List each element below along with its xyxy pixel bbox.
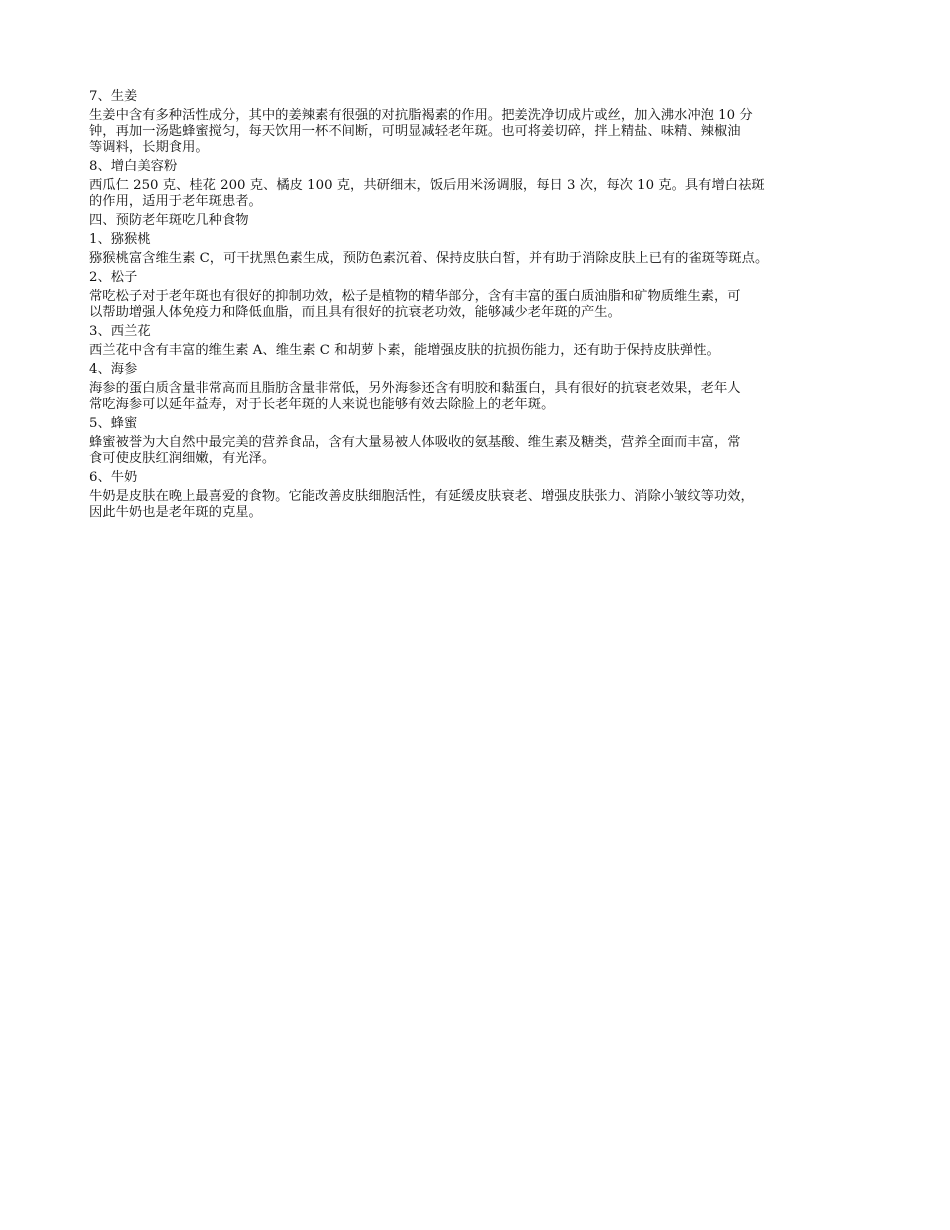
section-paragraph	[89, 489, 879, 521]
paragraph-line: 蜂蜜被誉为大自然中最完美的营养食品，含有大量易被人体吸收的氨基酸、维生素及糖类，营养全面而丰富，常	[89, 435, 741, 450]
section-paragraph	[89, 343, 879, 359]
paragraph-line: 等调料，长期食用。	[89, 140, 209, 155]
section-paragraph	[89, 178, 879, 210]
section-heading: 7、生姜	[89, 89, 138, 104]
section-heading: 5、蜂蜜	[89, 416, 138, 431]
section-pine-nuts	[89, 270, 879, 321]
section-milk	[89, 470, 879, 521]
paragraph-line: 以帮助增强人体免疫力和降低血脂，而且具有很好的抗衰老功效，能够减少老年斑的产生。	[89, 305, 621, 320]
chapter-heading: 四、预防老年斑吃几种食物	[89, 213, 249, 228]
paragraph-line: 钟，再加一汤匙蜂蜜搅匀，每天饮用一杯不间断，可明显减轻老年斑。也可将姜切碎，拌上精盐、味精、辣椒油	[89, 124, 741, 139]
section-heading: 2、松子	[89, 270, 138, 285]
section-broccoli	[89, 324, 879, 359]
paragraph-line: 常吃海参可以延年益寿，对于长老年斑的人来说也能够有效去除脸上的老年斑。	[89, 397, 555, 412]
section-paragraph	[89, 251, 879, 267]
paragraph-line: 食可使皮肤红润细嫩，有光泽。	[89, 451, 276, 466]
section-paragraph	[89, 381, 879, 413]
section-honey	[89, 416, 879, 467]
paragraph-line: 的作用，适用于老年斑患者。	[89, 194, 262, 209]
document-page	[89, 89, 879, 524]
section-heading: 1、猕猴桃	[89, 232, 151, 247]
paragraph-line: 常吃松子对于老年斑也有很好的抑制功效，松子是植物的精华部分，含有丰富的蛋白质油脂和矿物质维生素，可	[89, 289, 741, 304]
paragraph-line: 生姜中含有多种活性成分，其中的姜辣素有很强的对抗脂褐素的作用。把姜洗净切成片或丝，加入沸水冲泡 10 分	[89, 108, 753, 123]
paragraph-line: 西瓜仁 250 克、桂花 200 克、橘皮 100 克，共研细末，饭后用米汤调服，每日 3 次，每次 10 克。具有增白祛斑	[89, 178, 765, 193]
paragraph-line: 西兰花中含有丰富的维生素 A、维生素 C 和胡萝卜素，能增强皮肤的抗损伤能力，还有助于保持皮肤弹性。	[89, 343, 720, 358]
section-paragraph	[89, 289, 879, 321]
section-heading: 3、西兰花	[89, 324, 151, 339]
section-ginger	[89, 89, 879, 156]
section-sea-cucumber	[89, 362, 879, 413]
section-heading: 6、牛奶	[89, 470, 138, 485]
paragraph-line: 猕猴桃富含维生素 C，可干扰黑色素生成，预防色素沉着、保持皮肤白皙，并有助于消除皮肤上已有的雀斑等斑点。	[89, 251, 769, 266]
paragraph-line: 因此牛奶也是老年斑的克星。	[89, 505, 262, 520]
section-heading: 4、海参	[89, 362, 138, 377]
section-heading: 8、增白美容粉	[89, 159, 178, 174]
section-paragraph	[89, 108, 879, 156]
paragraph-line: 海参的蛋白质含量非常高而且脂肪含量非常低，另外海参还含有明胶和黏蛋白，具有很好的抗衰老效果，老年人	[89, 381, 741, 396]
section-prevention-foods	[89, 213, 879, 229]
paragraph-line: 牛奶是皮肤在晚上最喜爱的食物。它能改善皮肤细胞活性，有延缓皮肤衰老、增强皮肤张力、消除小皱纹等功效，	[89, 489, 754, 504]
section-kiwi	[89, 232, 879, 267]
section-whitening-powder	[89, 159, 879, 210]
section-paragraph	[89, 435, 879, 467]
